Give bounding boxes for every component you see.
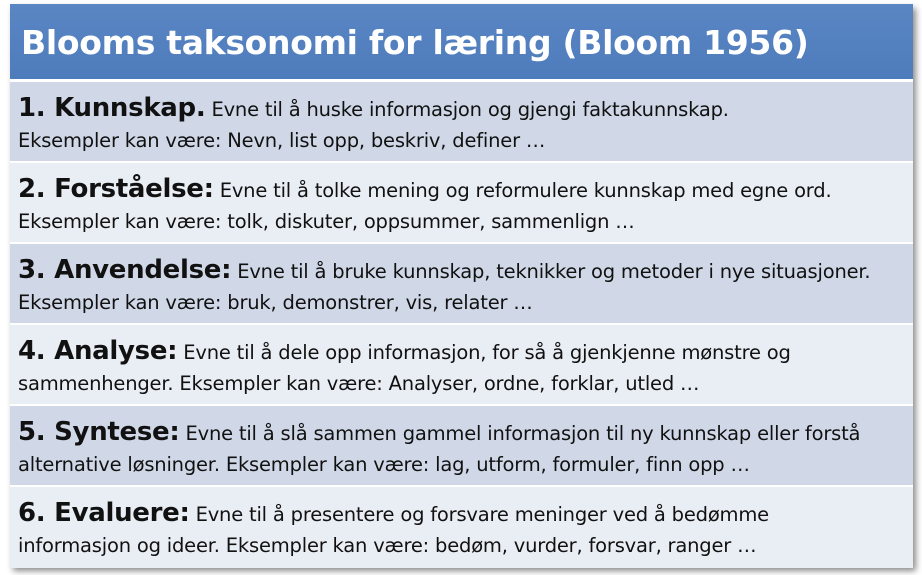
row-examples: informasjon og ideer. Eksempler kan være: bedøm, vurder, forsvar, ranger … [18, 534, 757, 557]
row-description: Evne til å huske informasjon og gjengi faktakunnskap. [205, 98, 729, 121]
table-row-analyse [10, 325, 913, 406]
table-row-evaluere [10, 487, 913, 568]
row-description: Evne til å presentere og forsvare meninger ved å bedømme [189, 503, 769, 526]
row-heading: 5. Syntese: [18, 417, 180, 447]
table-row-syntese [10, 406, 913, 487]
row-description: Evne til å tolke mening og reformulere kunnskap med egne ord. [213, 179, 832, 202]
row-line-1 [18, 174, 905, 206]
row-examples: Eksempler kan være: Nevn, list opp, beskriv, definer … [18, 129, 546, 152]
taxonomy-table [10, 4, 913, 567]
row-description: Evne til å bruke kunnskap, teknikker og metoder i nye situasjoner. [231, 260, 871, 283]
row-line-1 [18, 93, 905, 125]
row-line-1 [18, 255, 905, 287]
table-row-anvendelse [10, 244, 913, 325]
row-line-1 [18, 498, 905, 530]
row-line-1 [18, 336, 905, 368]
row-examples: sammenhenger. Eksempler kan være: Analyser, ordne, forklar, utled … [18, 372, 700, 395]
row-heading: 4. Analyse: [18, 336, 178, 366]
row-heading: 1. Kunnskap. [18, 93, 206, 123]
row-description: Evne til å dele opp informasjon, for så å gjenkjenne mønstre og [177, 341, 791, 364]
row-heading: 6. Evaluere: [18, 498, 190, 528]
row-examples: alternative løsninger. Eksempler kan være: lag, utform, formuler, finn opp … [18, 453, 750, 476]
row-heading: 2. Forståelse: [18, 174, 214, 204]
row-examples: Eksempler kan være: tolk, diskuter, oppsummer, sammenlign … [18, 210, 635, 233]
row-description: Evne til å slå sammen gammel informasjon til ny kunnskap eller forstå [179, 422, 861, 445]
row-heading: 3. Anvendelse: [18, 255, 232, 285]
table-row-kunnskap [10, 82, 913, 163]
table-title: Blooms taksonomi for læring (Bloom 1956) [10, 4, 913, 82]
table-row-forstaelse [10, 163, 913, 244]
row-examples: Eksempler kan være: bruk, demonstrer, vis, relater … [18, 291, 533, 314]
row-line-1 [18, 417, 905, 449]
